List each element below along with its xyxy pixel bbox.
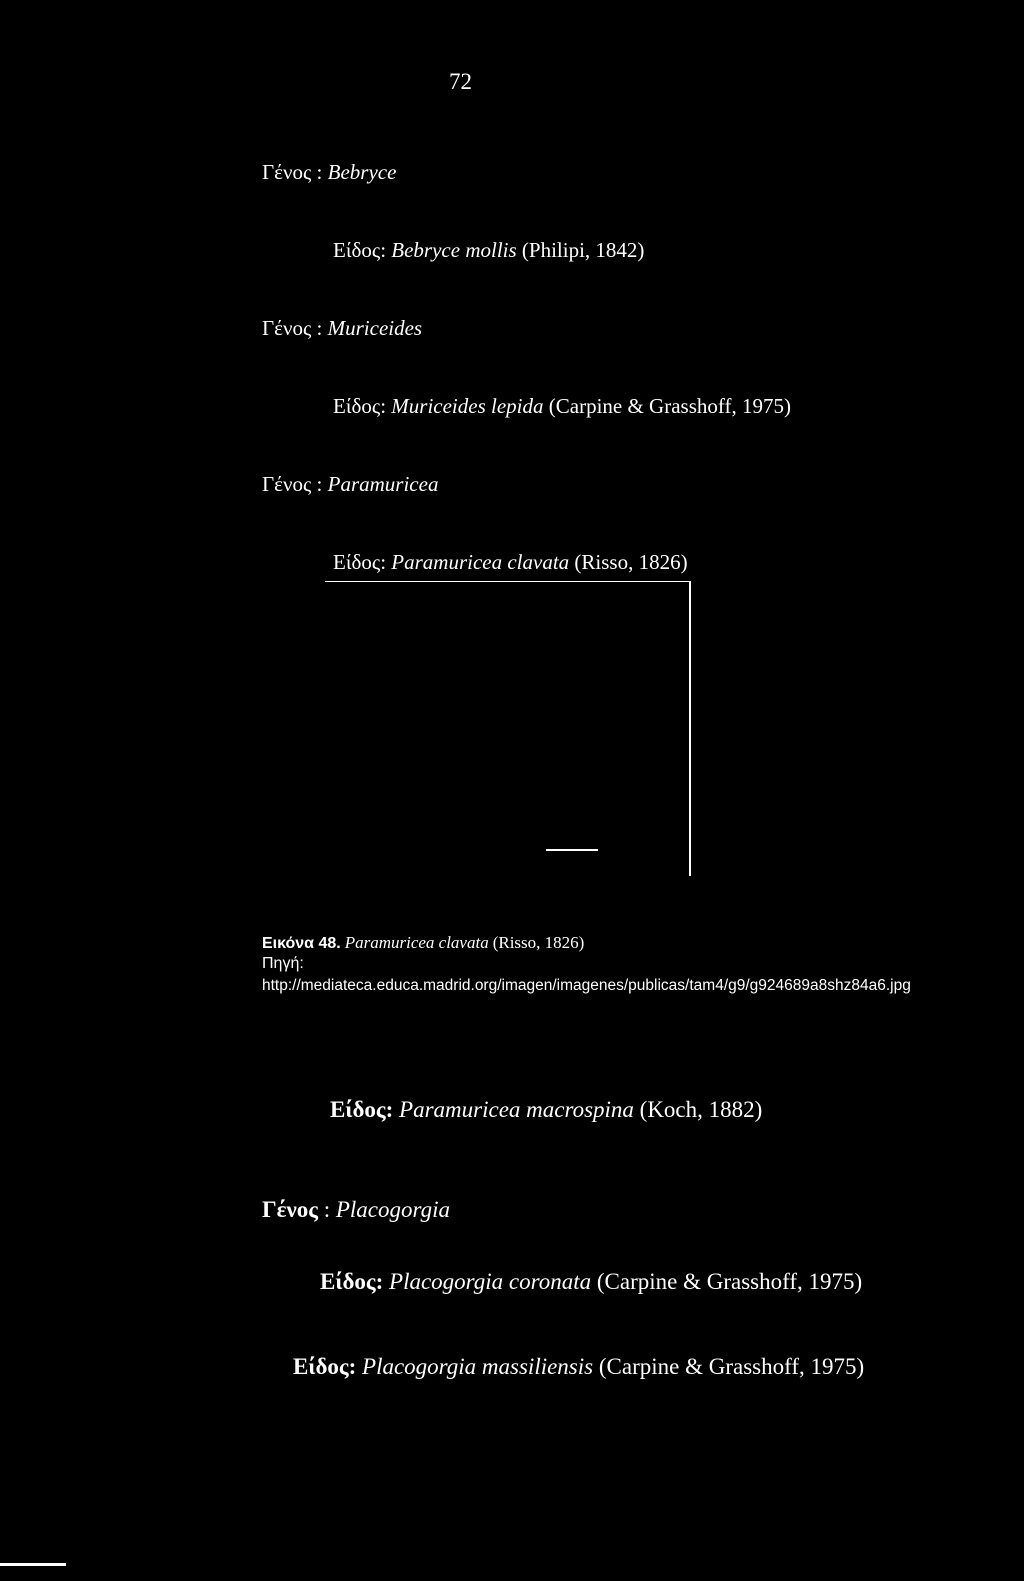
taxon-name: Placogorgia massiliensis xyxy=(362,1354,594,1379)
scan-edge-line xyxy=(0,1563,66,1566)
caption-authority: (Risso, 1826) xyxy=(492,933,585,952)
page-number: 72 xyxy=(449,69,472,94)
taxon-name: Muriceides xyxy=(327,316,423,340)
entry-label: Είδος: xyxy=(293,1354,357,1379)
caption-label: Εικόνα 48. xyxy=(262,935,341,952)
entry-label: Είδος: xyxy=(330,1097,394,1122)
taxon-name: Muriceides lepida xyxy=(391,394,544,418)
taxon-name: Paramuricea clavata xyxy=(391,550,570,574)
entry-label: Γένος xyxy=(262,160,312,184)
figure-mark xyxy=(546,849,598,851)
taxon-name: Placogorgia xyxy=(335,1197,450,1222)
figure-top-border xyxy=(325,581,691,582)
taxon-authority: (Carpine & Grasshoff, 1975) xyxy=(593,1354,865,1379)
genus-placogorgia: Γένος : Placogorgia xyxy=(262,1197,450,1222)
entry-label: Είδος: xyxy=(320,1269,384,1294)
taxon-name: Paramuricea macrospina xyxy=(399,1097,634,1122)
caption-source-label: Πηγή: xyxy=(262,955,304,972)
figure-right-border xyxy=(689,581,691,876)
taxon-authority: (Risso, 1826) xyxy=(569,550,688,574)
species-bebryce-mollis xyxy=(333,240,644,261)
taxon-name: Placogorgia coronata xyxy=(389,1269,592,1294)
entry-label: Γένος xyxy=(262,316,312,340)
entry-label: Γένος xyxy=(262,472,312,496)
taxon-authority: (Carpine & Grasshoff, 1975) xyxy=(591,1269,863,1294)
taxon-authority: (Koch, 1882) xyxy=(633,1097,763,1122)
entry-label: Είδος: xyxy=(333,238,387,262)
taxon-authority: (Carpine & Grasshoff, 1975) xyxy=(543,394,791,418)
figure-caption xyxy=(262,934,584,952)
taxon-name: Bebryce xyxy=(327,160,397,184)
taxon-name: Bebryce mollis xyxy=(391,238,517,262)
entry-label: Είδος: xyxy=(333,394,387,418)
species-muriceides-lepida xyxy=(333,396,791,417)
species-placogorgia-coronata xyxy=(320,1270,862,1293)
species-placogorgia-massiliensis xyxy=(293,1355,864,1378)
genus-paramuricea: Γένος : Paramuricea xyxy=(262,472,439,496)
caption-source-url: http://mediateca.educa.madrid.org/imagen/imagenes/publicas/tam4/g9/g924689a8shz84a6.jpg xyxy=(262,977,911,994)
taxon-name: Paramuricea xyxy=(327,472,439,496)
entry-label: Είδος: xyxy=(333,550,387,574)
genus-muriceides: Γένος : Muriceides xyxy=(262,316,423,340)
entry-label: Γένος xyxy=(262,1197,318,1222)
genus-bebryce: Γένος : Bebryce xyxy=(262,160,397,184)
species-paramuricea-macrospina xyxy=(330,1098,762,1121)
caption-species: Paramuricea clavata xyxy=(344,933,489,952)
species-paramuricea-clavata xyxy=(333,552,688,573)
taxon-authority: (Philipi, 1842) xyxy=(516,238,645,262)
